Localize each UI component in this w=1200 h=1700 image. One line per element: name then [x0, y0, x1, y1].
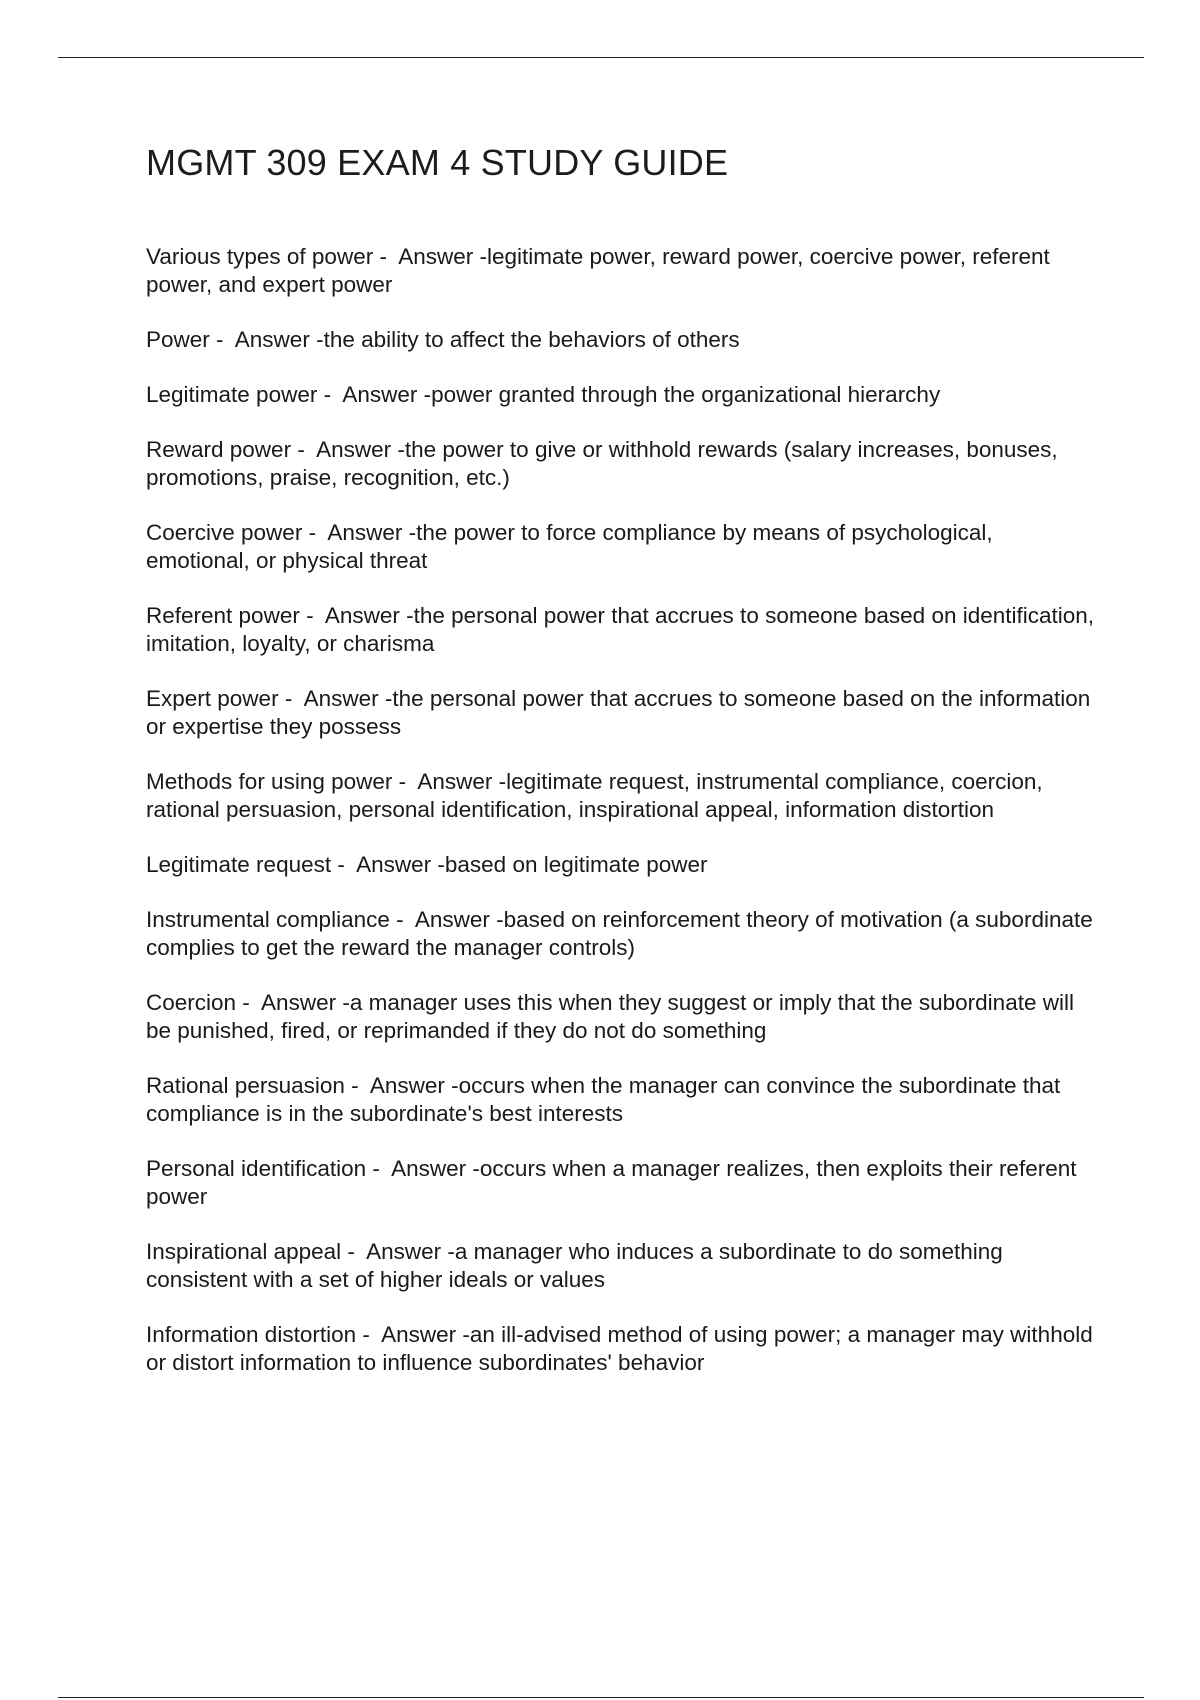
entry-item [146, 1321, 1099, 1377]
entry-term: Power [146, 327, 210, 352]
entry-answer: legitimate power, reward power, coercive power, referent power, and expert power [146, 244, 1057, 297]
entry-item [146, 519, 1096, 575]
entry-term: Various types of power [146, 244, 374, 269]
entry-term: Coercive power [146, 520, 303, 545]
study-guide-entries [146, 243, 1101, 1404]
answer-separator: - Answer - [392, 769, 507, 794]
entry-answer: the power to force compliance by means of psychological, emotional, or physical threat [146, 520, 999, 573]
entry-item [146, 1238, 1096, 1294]
answer-separator: - Answer - [302, 520, 417, 545]
entry-term: Personal identification [146, 1156, 367, 1181]
entry-term: Inspirational appeal [146, 1239, 342, 1264]
answer-separator: - Answer - [236, 990, 350, 1015]
entry-item [146, 326, 1096, 354]
entry-term: Expert power [146, 686, 279, 711]
page-title: MGMT 309 EXAM 4 STUDY GUIDE [146, 142, 729, 183]
entry-item [146, 851, 1096, 879]
entry-answer: the ability to affect the behaviors of others [323, 327, 740, 352]
answer-separator: - Answer - [291, 437, 405, 462]
answer-separator: - Answer - [389, 907, 504, 932]
entry-item [146, 906, 1100, 962]
entry-term: Methods for using power [146, 769, 393, 794]
top-rule [58, 57, 1144, 58]
bottom-rule [58, 1697, 1144, 1698]
entry-answer: occurs when a manager realizes, then exploits their referent power [146, 1156, 1083, 1209]
entry-term: Rational persuasion [146, 1073, 345, 1098]
entry-item [146, 436, 1096, 492]
entry-term: Legitimate request [146, 852, 332, 877]
entry-term: Information distortion [146, 1322, 357, 1347]
entry-item [146, 1155, 1096, 1211]
entry-item [146, 381, 1096, 409]
answer-separator: - Answer - [344, 1073, 459, 1098]
entry-term: Coercion [146, 990, 237, 1015]
entry-item [146, 989, 1096, 1045]
entry-term: Legitimate power [146, 382, 318, 407]
entry-item [146, 685, 1096, 741]
entry-answer: occurs when the manager can convince the subordinate that compliance is in the subordinate's best interests [146, 1073, 1067, 1126]
entry-term: Instrumental compliance [146, 907, 390, 932]
entry-term: Referent power [146, 603, 300, 628]
entry-answer: an ill-advised method of using power; a manager may withhold or distort information to influence subordinates' behavior [146, 1322, 1099, 1375]
entry-answer: the power to give or withhold rewards (salary increases, bonuses, promotions, praise, recognition, etc.) [146, 437, 1064, 490]
entry-answer: based on legitimate power [444, 852, 708, 877]
entry-item [146, 243, 1096, 299]
answer-separator: - Answer - [317, 382, 432, 407]
entry-answer: the personal power that accrues to someone based on identification, imitation, loyalty, or charisma [146, 603, 1101, 656]
answer-separator: - Answer - [366, 1156, 480, 1181]
answer-separator: - Answer - [331, 852, 445, 877]
entry-answer: power granted through the organizational hierarchy [431, 382, 941, 407]
entry-item [146, 602, 1101, 658]
answer-separator: - Answer - [299, 603, 414, 628]
answer-separator: - Answer - [373, 244, 487, 269]
entry-item [146, 768, 1096, 824]
entry-answer: based on reinforcement theory of motivation (a subordinate complies to get the reward the manager controls) [146, 907, 1100, 960]
answer-separator: - Answer - [209, 327, 324, 352]
entry-term: Reward power [146, 437, 292, 462]
entry-answer: a manager who induces a subordinate to do something consistent with a set of higher ideals or values [146, 1239, 1010, 1292]
entry-answer: legitimate request, instrumental compliance, coercion, rational persuasion, personal identification, inspirational appeal, information distortion [146, 769, 1049, 822]
entry-item [146, 1072, 1096, 1128]
entry-answer: the personal power that accrues to someone based on the information or expertise they possess [146, 686, 1097, 739]
entry-answer: a manager uses this when they suggest or imply that the subordinate will be punished, fired, or reprimanded if they do not do something [146, 990, 1081, 1043]
answer-separator: - Answer - [341, 1239, 455, 1264]
answer-separator: - Answer - [278, 686, 393, 711]
answer-separator: - Answer - [356, 1322, 470, 1347]
